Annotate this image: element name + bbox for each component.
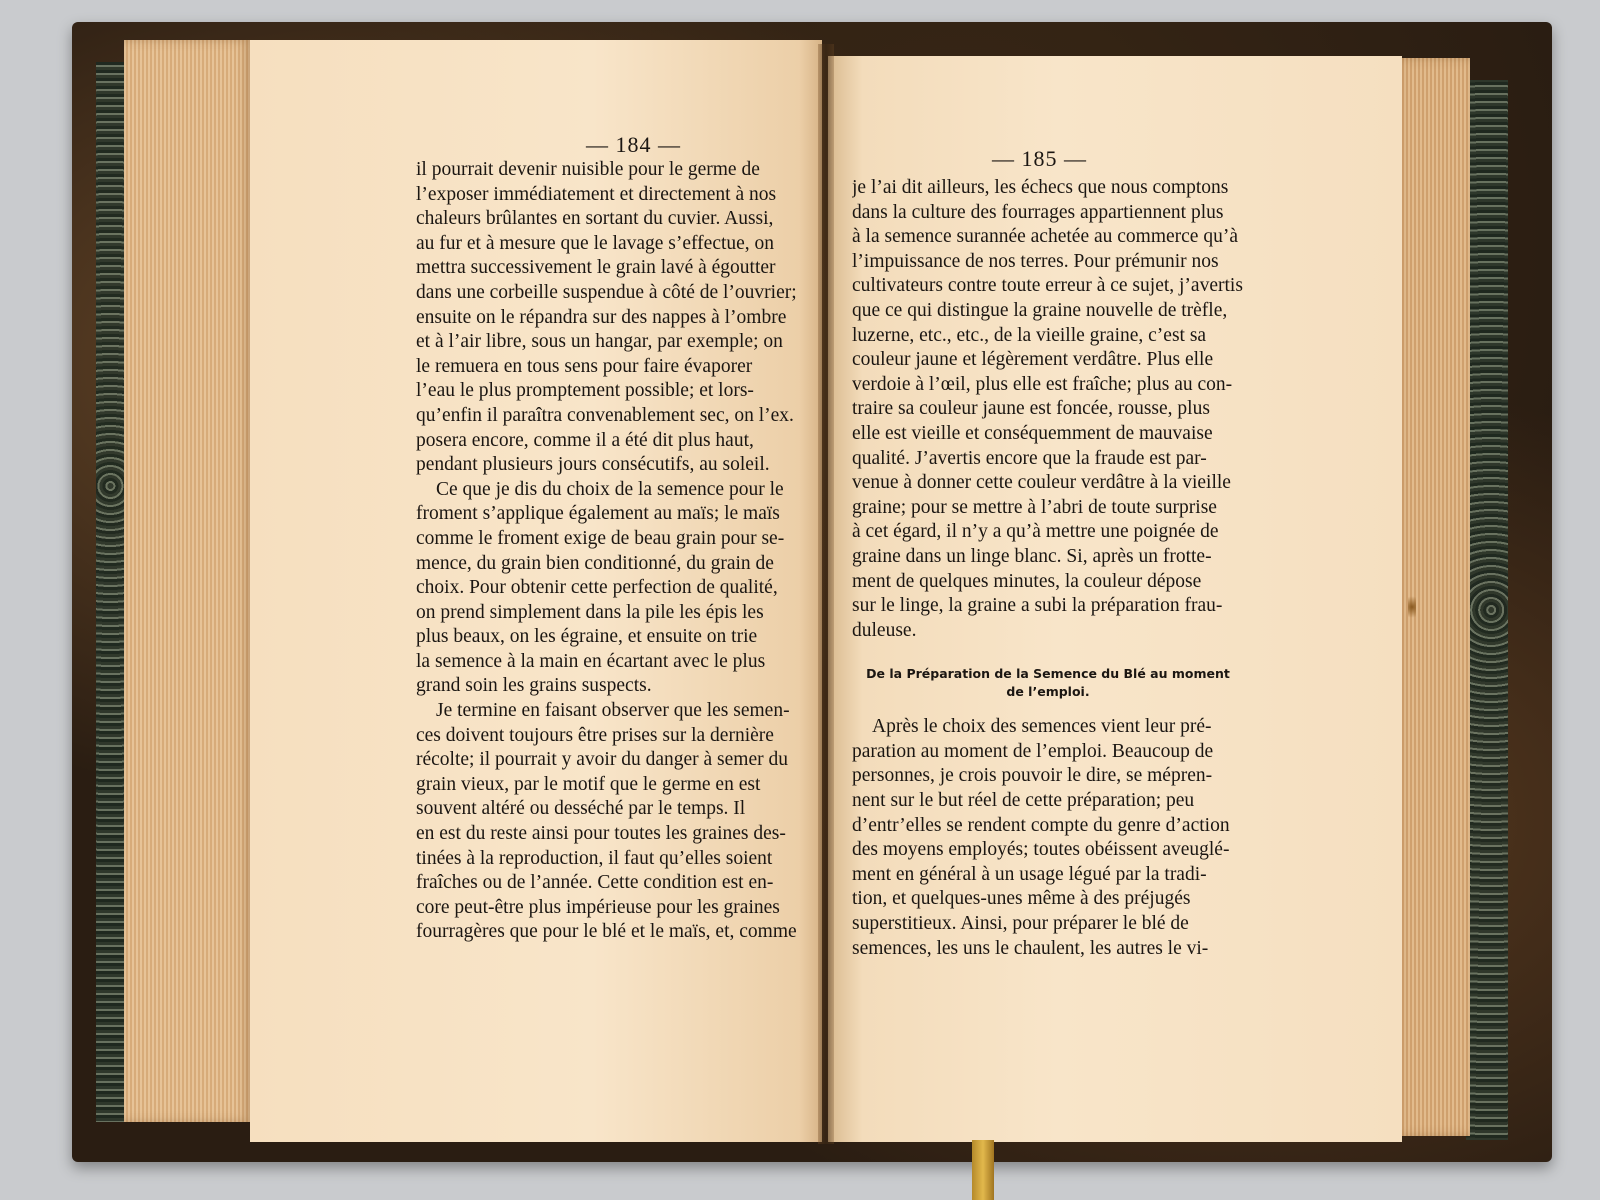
text-line: pendant plusieurs jours consécutifs, au soleil. [416,454,770,476]
page-stain [1408,592,1416,622]
text-line: récolte; il pourrait y avoir du danger à semer du [416,749,788,771]
text-line: dans une corbeille suspendue à côté de l’ouvrier; [416,281,797,303]
text-line: fourragères que pour le blé et le maïs, et, comme [416,921,797,943]
heading-line: De la Préparation de la Semence du Blé au moment [866,666,1230,682]
text-line: des moyens employés; toutes obéissent aveuglé- [852,839,1230,861]
page-number-left: — 184 — [586,132,681,157]
text-line: grain vieux, par le motif que le germe en est [416,773,761,795]
text-line: cultivateurs contre toute erreur à ce sujet, j’avertis [852,275,1243,297]
text-line: ces doivent toujours être prises sur la dernière [416,724,774,746]
text-line: verdoie à l’œil, plus elle est fraîche; plus au con- [852,373,1233,395]
text-line: qu’enfin il paraîtra convenablement sec, on l’ex. [416,404,794,426]
text-line: sur le linge, la graine a subi la préparation frau- [852,595,1223,617]
text-line: chaleurs brûlantes en sortant du cuvier. Aussi, [416,208,774,230]
text-line: à la semence surannée achetée au commerce qu’à [852,226,1238,248]
page-number-right: — 185 — [992,146,1087,171]
text-line: il pourrait devenir nuisible pour le germe de [416,159,760,180]
marbled-cover-right [1466,80,1508,1140]
text-line: à cet égard, il n’y a qu’à mettre une poignée de [852,521,1219,543]
text-line: nent sur le but réel de cette préparation; peu [852,790,1195,812]
left-page-text [416,158,802,945]
text-line: d’entr’elles se rendent compte du genre d’action [852,814,1230,836]
text-line: souvent altéré ou desséché par le temps. Il [416,798,746,820]
text-line: ensuite on le répandra sur des nappes à l’ombre [416,306,787,328]
text-line: paration au moment de l’emploi. Beaucoup de [852,740,1214,762]
text-line: traire sa couleur jaune est foncée, rousse, plus [852,398,1210,420]
text-line: plus beaux, on les égraine, et ensuite on trie [416,626,758,648]
page-edges-left [124,40,252,1122]
left-page [250,40,822,1142]
text-line: luzerne, etc., etc., de la vieille graine, c’est sa [852,324,1207,346]
text-line: au fur et à mesure que le lavage s’effectue, on [416,232,775,254]
heading-line: de l’emploi. [1006,684,1090,700]
text-line: Après le choix des semences vient leur pré- [872,716,1212,738]
text-line: mettra successivement le grain lavé à égoutter [416,257,776,279]
text-line: qualité. J’avertis encore que la fraude est par- [852,447,1207,469]
text-line: venue à donner cette couleur verdâtre à la vieille [852,472,1231,494]
text-line: duleuse. [852,619,917,641]
book-gutter [818,44,834,1144]
text-line: ment en général à un usage légué par la tradi- [852,863,1207,885]
right-page [828,56,1402,1142]
text-line: mence, du grain bien conditionné, du grain de [416,552,774,574]
page-edges-right [1392,58,1470,1136]
text-line: le remuera en tous sens pour faire évaporer [416,355,753,377]
text-line: l’eau le plus promptement possible; et lors- [416,380,754,402]
text-line: couleur jaune et légèrement verdâtre. Plus elle [852,349,1214,371]
text-line: personnes, je crois pouvoir le dire, se mépren- [852,765,1213,787]
text-line: choix. Pour obtenir cette perfection de qualité, [416,577,778,599]
text-line: tion, et quelques-unes même à des préjugés [852,888,1191,910]
text-line: froment s’applique également au maïs; le maïs [416,503,780,525]
text-line: ment de quelques minutes, la couleur dépose [852,570,1202,592]
text-line: posera encore, comme il a été dit plus haut, [416,429,754,451]
text-line: grand soin les grains suspects. [416,675,652,697]
bookmark-ribbon [972,1140,994,1200]
text-line: on prend simplement dans la pile les épis les [416,601,764,623]
text-line: l’impuissance de nos terres. Pour prémunir nos [852,250,1219,272]
text-line: elle est vieille et conséquemment de mauvaise [852,422,1213,444]
text-line: tinées à la reproduction, il faut qu’elles soient [416,847,773,869]
text-line: fraîches ou de l’année. Cette condition est en- [416,872,774,894]
text-line: et à l’air libre, sous un hangar, par exemple; on [416,331,783,353]
text-line: graine; pour se mettre à l’abri de toute surprise [852,496,1217,518]
text-line: graine dans un linge blanc. Si, après un frotte- [852,545,1212,567]
text-line: l’exposer immédiatement et directement à nos [416,183,777,205]
right-page-text [852,176,1244,961]
text-line: Je termine en faisant observer que les semen- [436,700,790,722]
text-line: que ce qui distingue la graine nouvelle de trèfle, [852,299,1228,321]
section-heading [852,665,1244,701]
text-line: dans la culture des fourrages appartiennent plus [852,201,1224,223]
text-line: comme le froment exige de beau grain pour se- [416,527,785,549]
text-line: semences, les uns le chaulent, les autres le vi- [852,937,1209,959]
text-line: core peut-être plus impérieuse pour les graines [416,896,780,918]
text-line: Ce que je dis du choix de la semence pour le [436,478,784,500]
text-line: je l’ai dit ailleurs, les échecs que nous comptons [852,177,1229,198]
text-line: superstitieux. Ainsi, pour préparer le blé de [852,913,1189,935]
text-line: en est du reste ainsi pour toutes les graines des- [416,823,786,845]
text-line: la semence à la main en écartant avec le plus [416,650,766,672]
